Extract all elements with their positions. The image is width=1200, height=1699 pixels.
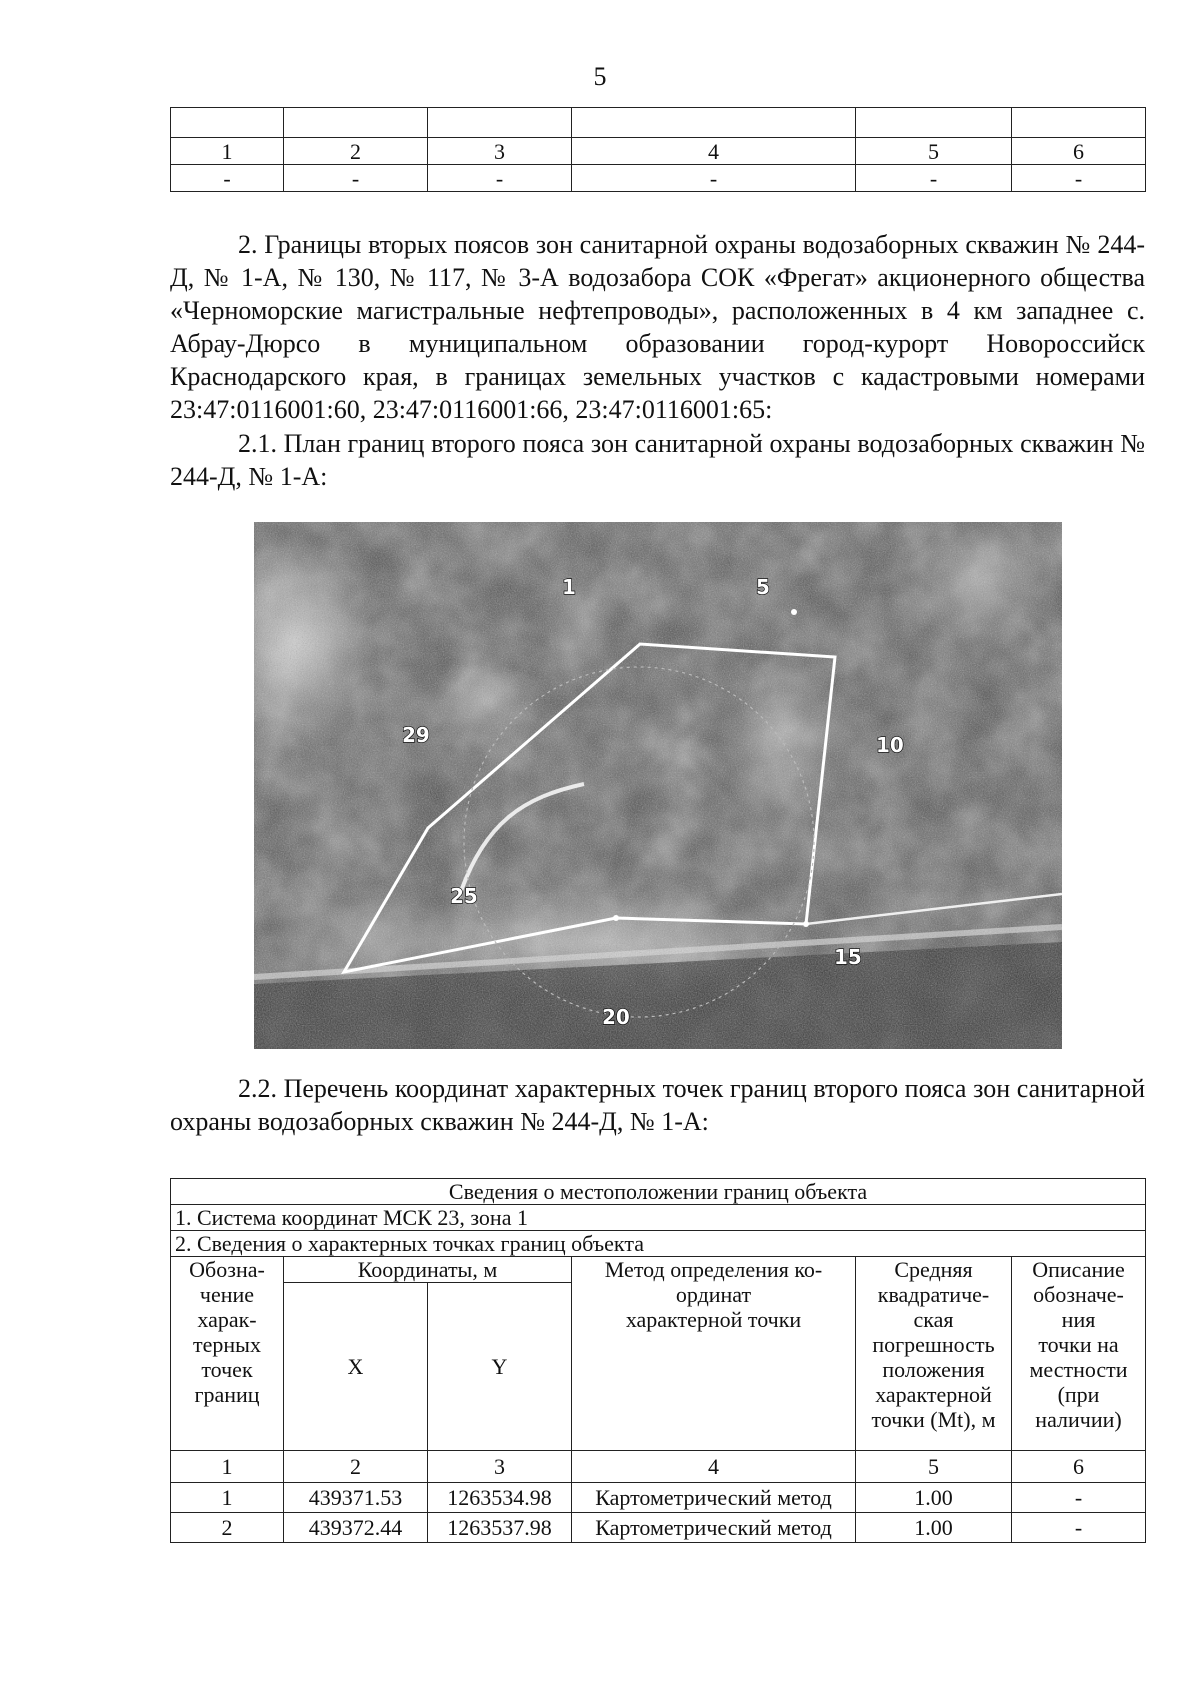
table-row [171,1231,1146,1257]
header-method: Метод определения ко- ординат характерной точки [572,1257,856,1451]
table-cell: - [856,165,1012,192]
table-cell: 1 [171,1483,284,1513]
table-cell: 439372.44 [284,1513,428,1543]
map-label: 10 [876,733,904,757]
table-title: Сведения о местоположении границ объекта [171,1179,1146,1205]
coordinates-table [170,1178,1146,1543]
map-label: 5 [756,575,770,599]
table-cell: - [1012,165,1146,192]
table-cell: - [428,165,572,192]
table-cell: 5 [856,1451,1012,1483]
table-cell: 2 [284,138,428,165]
table-row [171,1513,1146,1543]
table-header-row [171,1257,1146,1283]
table-row [171,108,1146,138]
paragraph-2-text: 2. Границы вторых поясов зон санитарной охраны водозаборных скважин № 244-Д, № 1-А, № 130, № 117, № 3-А водозабора СОК «Фрегат» акционерного общества «Черноморские магистральные нефтепроводы», расположенных в 4 км западнее с. Абрау-Дюрсо в муниципальном образовании город-курорт Новороссийск Краснодарского края, в границах земельных участков с кадастровыми номерами 23:47:0116001:60, 23:47:0116001:66, 23:47:0116001:65: [170,230,1145,424]
header-y: Y [428,1283,572,1451]
satellite-image [254,522,1062,1049]
coordinate-system: 1. Система координат МСК 23, зона 1 [171,1205,1146,1231]
table-cell [171,108,284,138]
table-cell: 1263534.98 [428,1483,572,1513]
table-cell: - [284,165,428,192]
table-row [171,138,1146,165]
table-cell: - [1012,1483,1146,1513]
top-table-continuation [170,107,1146,192]
header-description: Описание обозначе- ния точки на местности (при наличии) [1012,1257,1146,1451]
table-cell: - [171,165,284,192]
table-cell: 1 [171,138,284,165]
table-cell: 1.00 [856,1513,1012,1543]
table-cell: 3 [428,138,572,165]
table-cell [1012,108,1146,138]
map-label: 25 [450,884,478,908]
header-error: Средняя квадратиче- ская погрешность положения характерной точки (Mt), м [856,1257,1012,1451]
header-designation: Обозна- чение харак- терных точек границ [171,1257,284,1451]
map-label: 20 [602,1005,630,1029]
paragraph-2-1-text: 2.1. План границ второго пояса зон санитарной охраны водозаборных скважин № 244-Д, № 1-А: [170,429,1145,491]
table-cell: 4 [572,138,856,165]
map-label: 29 [402,723,430,747]
table-cell: Картометрический метод [572,1483,856,1513]
paragraph-2-2-text: 2.2. Перечень координат характерных точек границ второго пояса зон санитарной охраны водозаборных скважин № 244-Д, № 1-А: [170,1074,1145,1136]
table-cell [572,108,856,138]
section-title: 2. Сведения о характерных точках границ объекта [171,1231,1146,1257]
table-cell: 4 [572,1451,856,1483]
table-cell: 1.00 [856,1483,1012,1513]
table-row [171,1179,1146,1205]
table-cell: - [1012,1513,1146,1543]
paragraph-2 [170,228,1145,426]
table-cell [284,108,428,138]
table-cell: - [572,165,856,192]
map-label: 15 [834,945,862,969]
table-row [171,1205,1146,1231]
table-row [171,1483,1146,1513]
paragraph-2-2 [170,1072,1145,1138]
table-cell: 5 [856,138,1012,165]
table-cell: 2 [284,1451,428,1483]
table-cell: 3 [428,1451,572,1483]
table-cell [428,108,572,138]
table-cell: 6 [1012,1451,1146,1483]
header-x: X [284,1283,428,1451]
table-cell: 2 [171,1513,284,1543]
table-cell: Картометрический метод [572,1513,856,1543]
table-row [171,165,1146,192]
column-numbers-row [171,1451,1146,1483]
table-cell: 6 [1012,138,1146,165]
header-coordinates: Координаты, м [284,1257,572,1283]
table-cell: 1 [171,1451,284,1483]
map-label: 1 [562,575,576,599]
table-cell [856,108,1012,138]
paragraph-2-1 [170,427,1145,493]
boundary-plan-map [254,522,1062,1049]
table-cell: 1263537.98 [428,1513,572,1543]
table-cell: 439371.53 [284,1483,428,1513]
page-number: 5 [593,62,607,91]
